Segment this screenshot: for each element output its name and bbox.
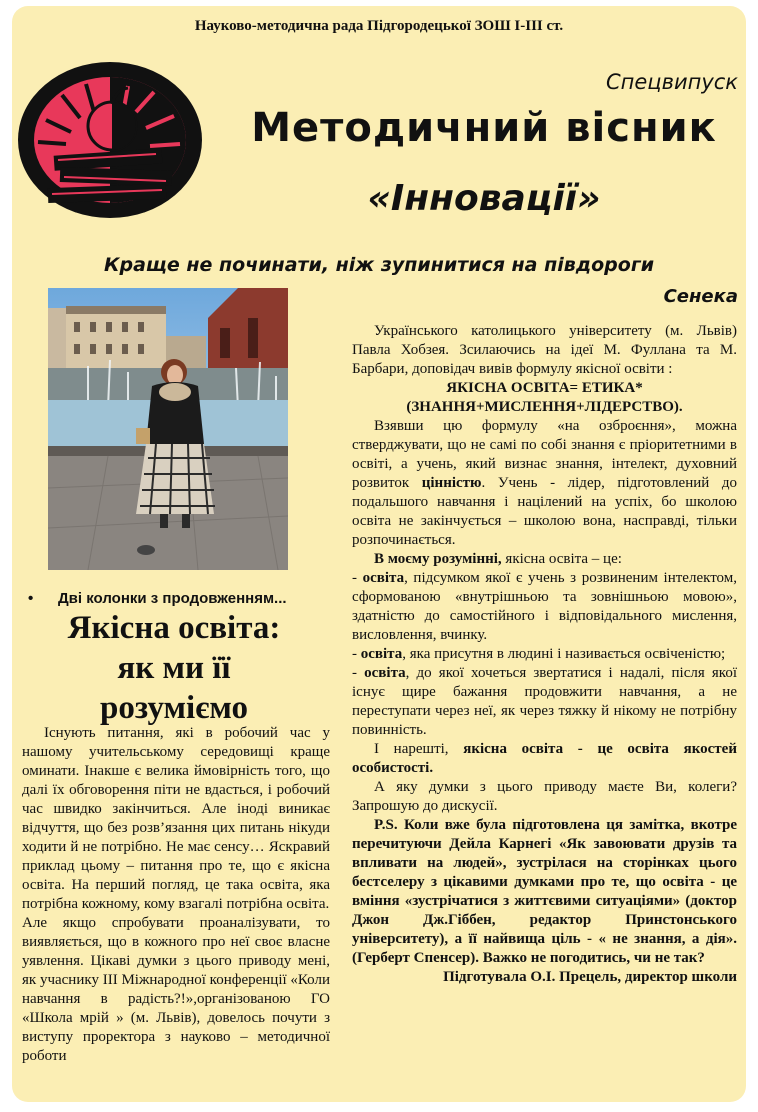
paragraph: Існують питання, які в робочий час у нашому учительському середовищі краще оминати. Інакше є велика ймовірність того, що далі їх обговорення піти не вдасться, і робочий час швидко закінчиться. Але іноді виникає відчуття, що без розв’язання цих питань нікуди ходити й не потрібно. Не має сенсу… Яскравий приклад цьому – питання про те, що є якісна освіта. На перший погляд, це така освіта, яка потрібна кожному, кому взагалі потрібна освіта. — [22, 725, 330, 912]
motto-author: Сенека — [663, 286, 738, 307]
paragraph: І нарешті, якісна освіта - це освіта якостей особистості. — [352, 741, 737, 776]
list-item: - освіта, до якої хочеться звертатися і надалі, після якої існує щире бажання продовжити навчання, а не переступати через неї, як через тяжку й нікому не потрібну повинність. — [352, 665, 737, 738]
list-item: - освіта, яка присутня в людині і називається освіченістю; — [352, 646, 726, 662]
article-column-right — [352, 322, 737, 987]
article-teaser: • Дві колонки з продовженням... — [28, 590, 287, 607]
article-headline: Якісна освіта: як ми її розуміємо — [67, 610, 281, 726]
formula: ЯКІСНА ОСВІТА= ЕТИКА* — [446, 380, 643, 396]
motto-quote: Краще не починати, ніж зупинитися на півдороги — [103, 254, 655, 276]
apple-on-books-logo — [16, 60, 204, 220]
photo-woman-by-fountain — [48, 288, 288, 570]
paragraph: Українського католицького університету (м. Львів) Павла Хобзея. Зсилаючись на ідеї М. Фуллана та М. Барбари, доповідач вивів формулу якісної освіти : — [352, 323, 737, 377]
issue-type: Спецвипуск — [605, 70, 738, 94]
signature: Підготувала О.І. Прецель, директор школи — [443, 969, 737, 985]
postscript: P.S. Коли вже була підготовлена ця замітка, вкотре перечитуючи Дейла Карнегі «Як завоювати друзів та впливати на людей», зустрілася на сторінках цього бестселеру з цікавими думками про те, що освіта - це вміння «зустрічатися з життєвими ситуаціями» (доктор Джон Дж.Гіббен, редактор Принстонського університету), а її найвища ціль - « не знання, а дія». (Герберт Спенсер). Важко не погодитись, чи не так? — [352, 817, 737, 966]
paragraph: Але якщо спробувати проаналізувати, то виявляється, що в кожного про неї своє власне уявлення. Цікаві думки з цього приводу мені, як учаснику ІІІ Міжнародної конференції «Коли навчання в радість?!»,організованою ГО «Школа мрій » (м. Львів), довелось почути з виступу проректора з науково – методичної роботи — [22, 915, 330, 1064]
paragraph: В моєму розумінні, якісна освіта – це: — [374, 551, 622, 567]
newsletter-name: «Інновації» — [367, 178, 601, 219]
organization-name: Науково-методична рада Підгородецької ЗОШ І-ІІІ ст. — [194, 18, 564, 34]
newsletter-title: Методичний вісник — [251, 105, 717, 151]
list-item: - освіта, підсумком якої є учень з розвиненим інтелектом, сформованою «внутрішньою та зовнішньою мовою», здатністю до самостійного і відповідального мислення, висловлення, вчинку. — [352, 570, 738, 643]
paragraph: Взявши цю формулу «на озброєння», можна стверджувати, що не самі по собі знання є пріоритетними в освіті, а учень, який визнає знання, інтелект, духовний розвиток цінністю. Учень - лідер, підготовлений до подальшого навчання і націлений на успіх, бо школою освіта не закінчується – школою вона, насправді, тільки розпочинається. — [352, 418, 737, 548]
paragraph: А яку думки з цього приводу маєте Ви, колеги? Запрошую до дискусії. — [352, 779, 737, 814]
formula: (ЗНАННЯ+МИСЛЕННЯ+ЛІДЕРСТВО). — [406, 399, 683, 415]
article-column-left — [22, 724, 330, 1066]
